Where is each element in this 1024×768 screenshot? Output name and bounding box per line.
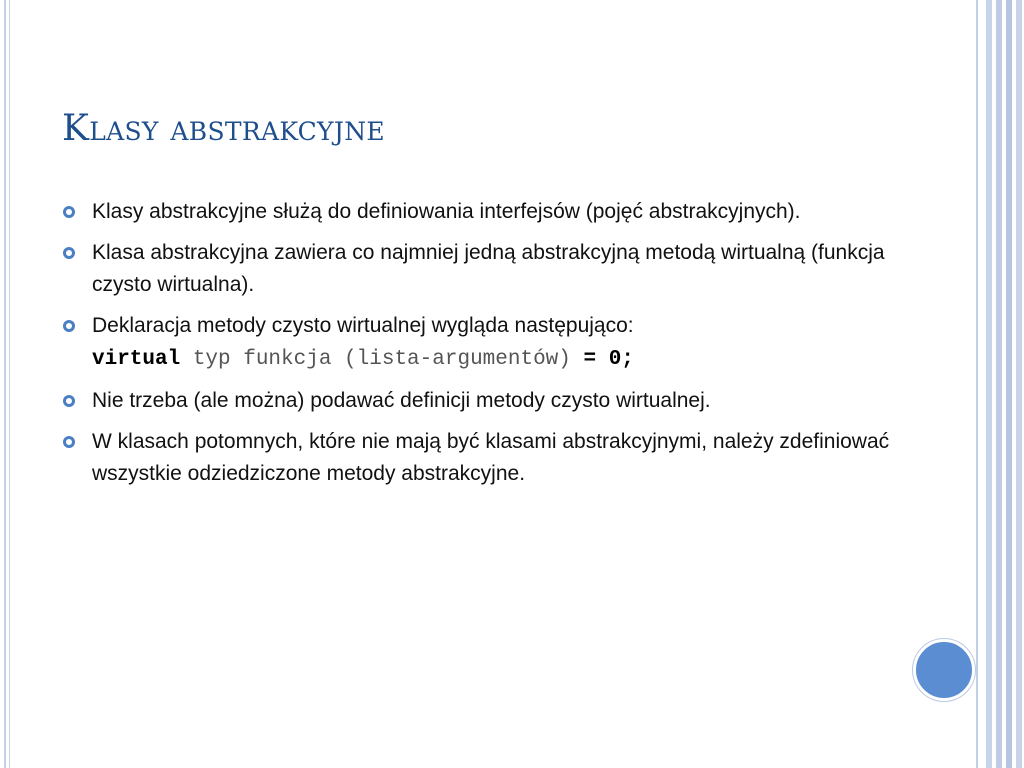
hollow-circle-bullet-icon — [63, 247, 75, 259]
bullet-list — [62, 196, 922, 490]
circle-decoration — [913, 639, 975, 701]
bullet-item — [62, 196, 922, 228]
bullet-text: Klasa abstrakcyjna zawiera co najmniej jedną abstrakcyjną metodą wirtualną (funkcja czysto wirtualna). — [92, 241, 885, 296]
bullet-text: W klasach potomnych, które nie mają być klasami abstrakcyjnymi, należy zdefiniować wszystkie odziedziczone metody abstrakcyjne. — [92, 430, 890, 485]
hollow-circle-bullet-icon — [63, 436, 75, 448]
bullet-text: Nie trzeba (ale można) podawać definicji metody czysto wirtualnej. — [92, 389, 711, 412]
hollow-circle-bullet-icon — [63, 395, 75, 407]
border-stripe — [996, 0, 1002, 768]
bullet-text: Klasy abstrakcyjne służą do definiowania interfejsów (pojęć abstrakcyjnych). — [92, 200, 801, 223]
border-stripe — [976, 0, 978, 768]
left-border-decoration — [0, 0, 10, 768]
right-border-decoration — [976, 0, 1024, 768]
border-stripe — [986, 0, 992, 768]
bullet-item — [62, 237, 922, 301]
bullet-item — [62, 385, 922, 417]
code-declaration — [92, 348, 634, 371]
bullet-item — [62, 426, 922, 490]
border-stripe — [1006, 0, 1012, 768]
bullet-item — [62, 310, 922, 376]
hollow-circle-bullet-icon — [63, 320, 75, 332]
hollow-circle-bullet-icon — [63, 206, 75, 218]
code-keyword: virtual — [92, 348, 181, 371]
border-stripe — [1016, 0, 1022, 768]
slide-content — [62, 196, 922, 499]
bullet-text: Deklaracja metody czysto wirtualnej wygląda następująco: — [92, 314, 634, 337]
code-suffix: = 0; — [583, 348, 634, 371]
code-signature: typ funkcja (lista-argumentów) — [180, 348, 584, 371]
slide-title: Klasy abstrakcyjne — [62, 108, 385, 149]
